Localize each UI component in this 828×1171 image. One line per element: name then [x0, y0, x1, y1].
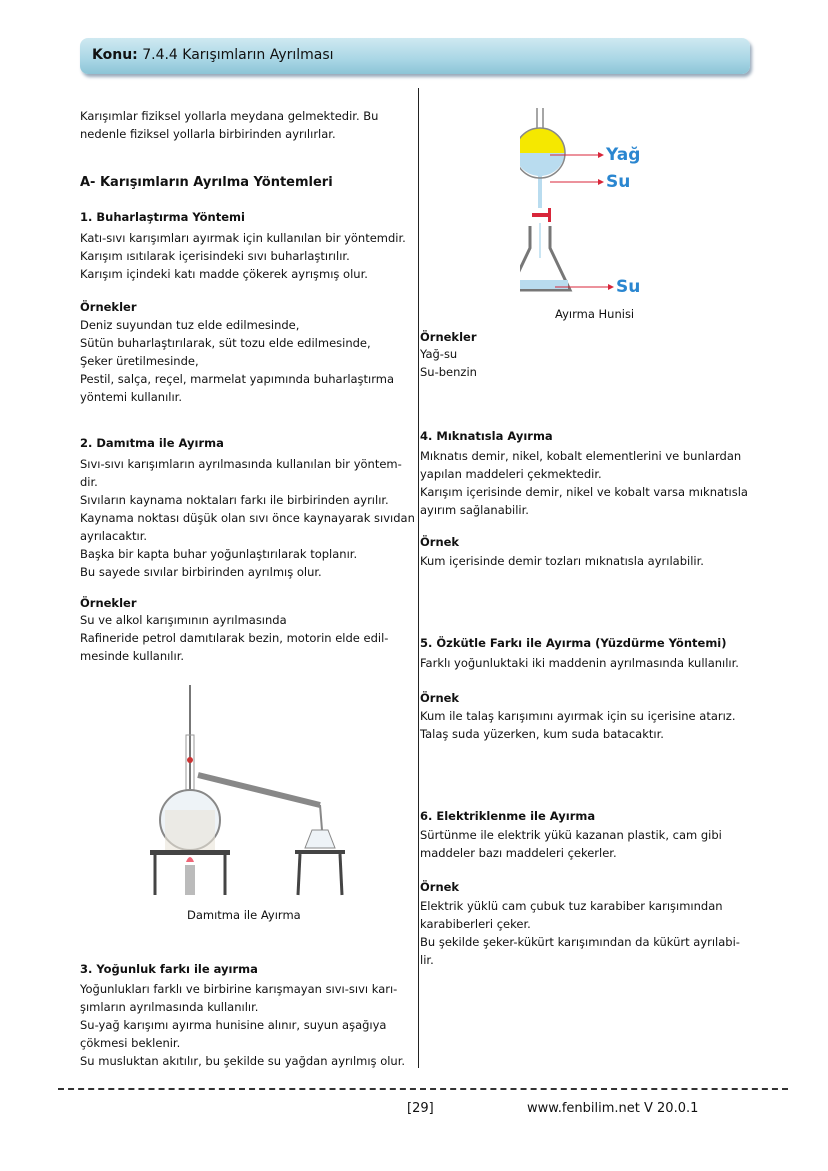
- s4-text: Mıknatıs demir, nikel, kobalt elementlerini ve bunlardan yapılan maddeleri çekmektedir. Karışım içerisinde demir, nikel ve kobalt varsa mıknatısla ayırım sağlanabilir.: [420, 449, 748, 517]
- s2-text: Sıvı-sıvı karışımların ayrılmasında kullanılan bir yöntem- dir. Sıvıların kaynama noktaları farkı ile birbirinden ayrılır. Kaynama noktası düşük olan sıvı önce kaynayarak sıvıdan ayrılacaktır. Başka bir kapta buhar yoğunlaştırılarak toplanır. Bu sayede sıvılar birbirinden ayrılmış olur.: [80, 457, 415, 579]
- s1-examples-title: Örnekler: [80, 300, 137, 314]
- water-bottom-label: Su: [616, 277, 641, 297]
- s2-examples-title: Örnekler: [80, 596, 137, 610]
- s6-example-title: Örnek: [420, 880, 460, 894]
- separatory-funnel-image: [520, 108, 650, 303]
- s3-examples-title: Örnekler: [420, 330, 477, 344]
- oil-label: Yağ: [606, 145, 641, 165]
- s6-example: Elektrik yüklü cam çubuk tuz karabiber karışımından karabiberleri çeker. Bu şekilde şeker-kükürt karışımından da kükürt ayrılabi- lir.: [420, 899, 740, 967]
- s5-example-title: Örnek: [420, 691, 460, 705]
- topic-header: [80, 38, 750, 74]
- section-a-heading: A- Karışımların Ayrılma Yöntemleri: [80, 175, 333, 190]
- intro-text: Karışımlar fiziksel yollarla meydana gelmektedir. Bu nedenle fiziksel yollarla birbirinden ayrılırlar.: [80, 109, 379, 141]
- s6-text: Sürtünme ile elektrik yükü kazanan plastik, cam gibi maddeler bazı maddeleri çekerler.: [420, 828, 722, 860]
- s1-text: Katı-sıvı karışımları ayırmak için kullanılan bir yöntemdir. Karışım ısıtılarak içerisindeki sıvı buharlaştırılır. Karışım içindeki katı madde çökerek ayrışmış olur.: [80, 231, 406, 281]
- s5-example: Kum ile talaş karışımını ayırmak için su içerisine atarız. Talaş suda yüzerken, kum suda batacaktır.: [420, 709, 736, 741]
- column-divider: [418, 88, 419, 1068]
- s3-examples: Yağ-su Su-benzin: [420, 347, 477, 379]
- topic-title: 7.4.4 Karışımların Ayrılması: [142, 47, 334, 63]
- footer-divider: [58, 1088, 788, 1090]
- footer-site: www.fenbilim.net V 20.0.1: [527, 1101, 699, 1116]
- s1-examples: Deniz suyundan tuz elde edilmesinde, Sütün buharlaştırılarak, süt tozu elde edilmesinde, Şeker üretilmesinde, Pestil, salça, reçel, marmelat yapımında buharlaştırma yöntemi kullanılır.: [80, 318, 395, 404]
- water-top-label: Su: [606, 172, 631, 192]
- s1-title: 1. Buharlaştırma Yöntemi: [80, 210, 245, 224]
- distillation-caption: Damıtma ile Ayırma: [187, 908, 301, 922]
- s5-title: 5. Özkütle Farkı ile Ayırma (Yüzdürme Yöntemi): [420, 636, 727, 650]
- s3-text: Yoğunlukları farklı ve birbirine karışmayan sıvı-sıvı karı- şımların ayrılmasında kullanılır. Su-yağ karışımı ayırma hunisine alınır, suyun aşağıya çökmesi beklenir. Su musluktan akıtılır, bu şekilde su yağdan ayrılmış olur.: [80, 982, 406, 1068]
- distillation-apparatus-image: [150, 680, 370, 900]
- s4-title: 4. Mıknatısla Ayırma: [420, 429, 553, 443]
- s2-examples: Su ve alkol karışımının ayrılmasında Rafineride petrol damıtılarak bezin, motorin elde edil- mesinde kullanılır.: [80, 613, 389, 663]
- s2-title: 2. Damıtma ile Ayırma: [80, 436, 224, 450]
- s6-title: 6. Elektriklenme ile Ayırma: [420, 809, 596, 823]
- s4-example: Kum içerisinde demir tozları mıknatısla ayrılabilir.: [420, 554, 704, 568]
- s5-text: Farklı yoğunluktaki iki maddenin ayrılmasında kullanılır.: [420, 656, 739, 670]
- page-number: [29]: [407, 1101, 434, 1116]
- s3-title: 3. Yoğunluk farkı ile ayırma: [80, 962, 258, 976]
- funnel-caption: Ayırma Hunisi: [555, 307, 635, 321]
- s4-example-title: Örnek: [420, 535, 460, 549]
- topic-label: Konu:: [92, 47, 138, 63]
